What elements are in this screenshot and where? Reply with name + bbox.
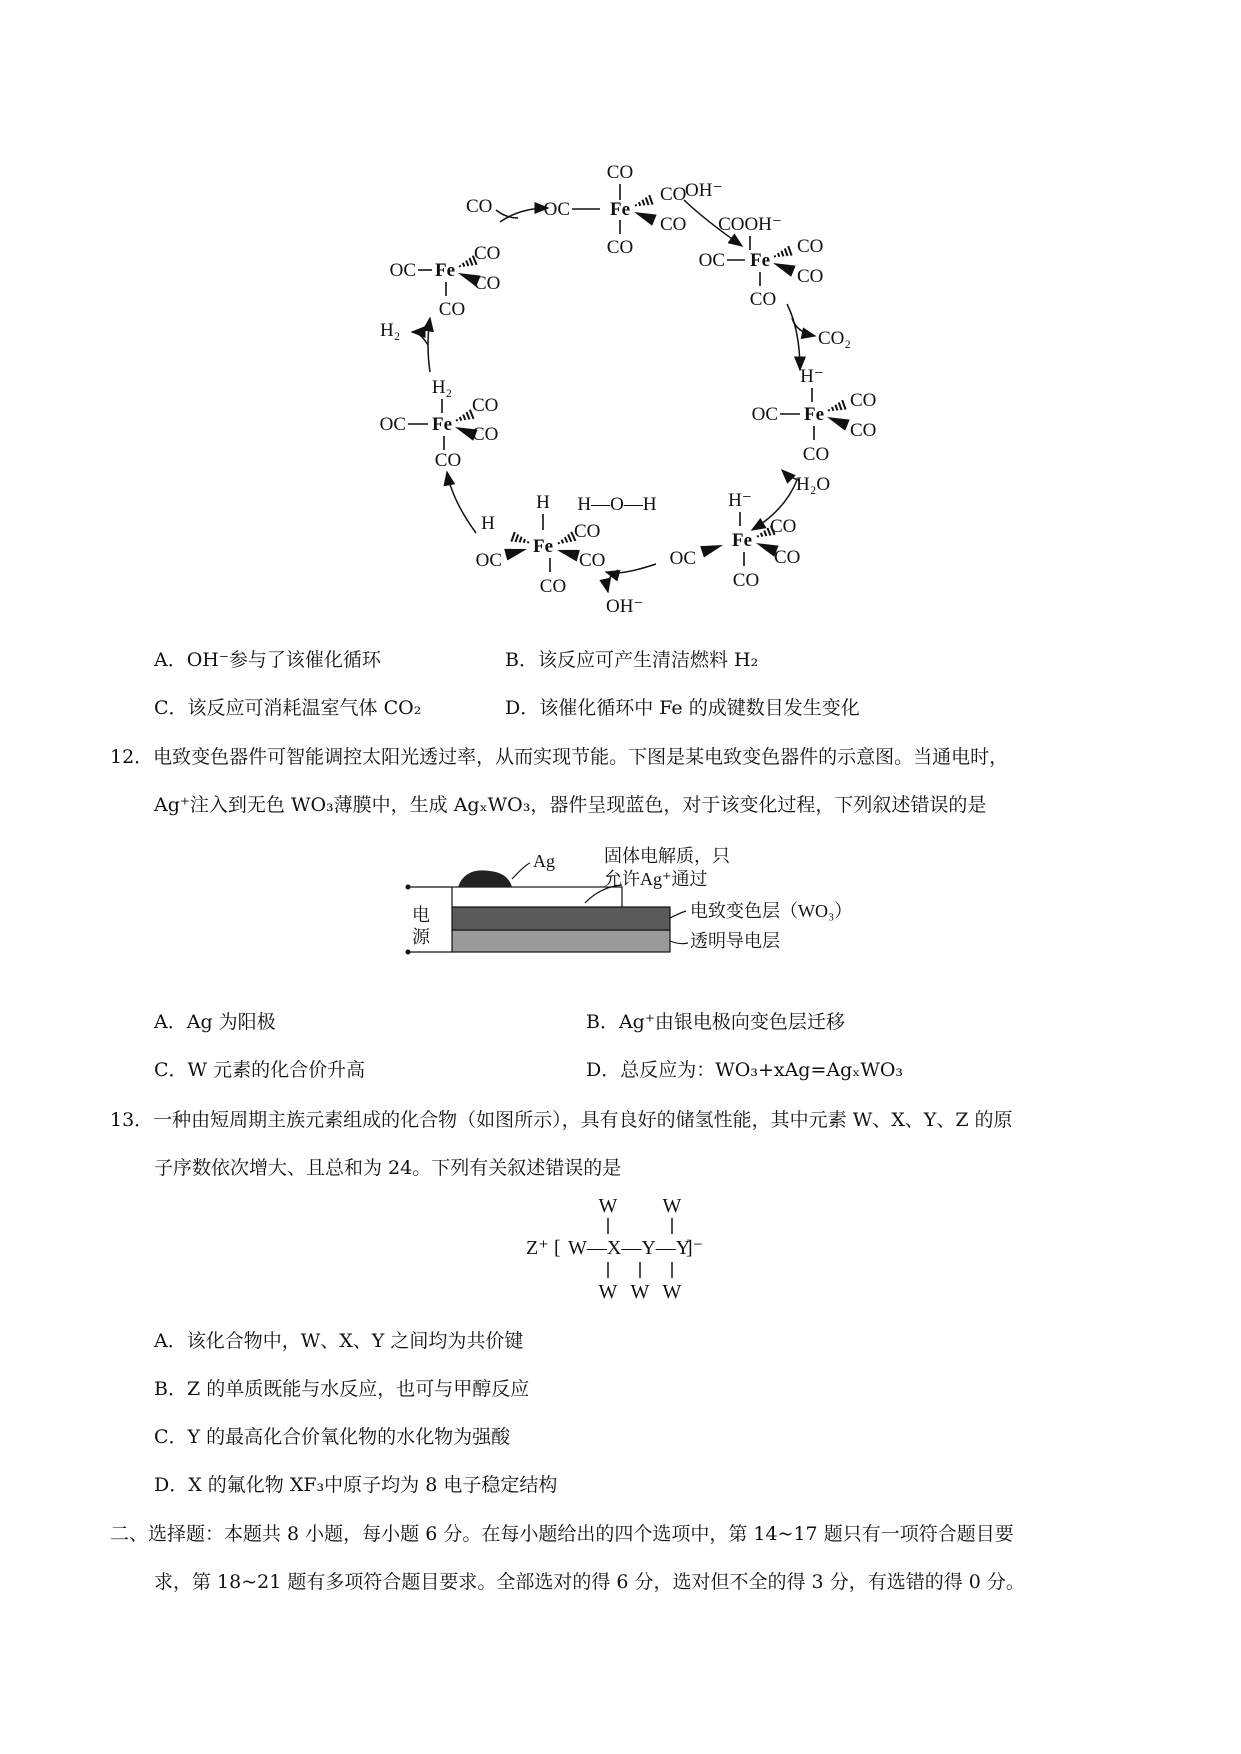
atom-w: W (598, 1195, 618, 1217)
q12-stem-line2: Ag⁺注入到无色 WO₃薄膜中，生成 AgₓWO₃，器件呈现蓝色，对于该变化过程，下列叙述错误的是 (154, 794, 987, 816)
ligand: H (481, 513, 495, 534)
ligand: CO (797, 266, 824, 287)
q13-option-d: D．X 的氟化物 XF₃中原子均为 8 电子稳定结构 (154, 1474, 558, 1496)
ligand: CO (606, 237, 634, 258)
ligand: OC (389, 260, 416, 281)
label-conductive-layer: 透明导电层 (690, 931, 780, 951)
ligand: CO (774, 547, 801, 568)
ligand: H⁻ (800, 366, 824, 387)
electrolyte-layer (452, 887, 622, 907)
wo3-layer (452, 907, 670, 930)
reagent-oh-out: OH⁻ (606, 596, 644, 617)
q13-stem-line1: 13．一种由短周期主族元素组成的化合物（如图所示），具有良好的储氢性能，其中元素 W、X、Y、Z 的原 (110, 1109, 1013, 1131)
metal-fe: Fe (532, 536, 554, 557)
q11-option-d: D．该催化循环中 Fe 的成键数目发生变化 (505, 697, 860, 719)
label-electrolyte-2: 允许Ag⁺通过 (604, 869, 708, 889)
ligand: OC (543, 199, 570, 220)
q13-option-a: A．该化合物中，W、X、Y 之间均为共价键 (154, 1330, 524, 1352)
ligand: OC (751, 404, 778, 425)
atom-w: W (662, 1195, 682, 1217)
q11-option-c: C．该反应可消耗温室气体 CO₂ (154, 697, 422, 719)
ligand: CO (434, 450, 462, 471)
atom-w: W (630, 1281, 650, 1303)
ligand: H₂ (431, 377, 453, 398)
metal-fe: Fe (609, 199, 631, 220)
q12-option-d: D．总反应为：WO₃+xAg=AgₓWO₃ (586, 1059, 904, 1081)
species-fe-hydride-1 (752, 366, 877, 465)
ligand: OC (379, 414, 406, 435)
ligand: CO (472, 395, 499, 416)
anion-chain: W—X—Y—Y (568, 1237, 691, 1259)
metal-fe: Fe (431, 414, 453, 435)
structure-formula-diagram (520, 1190, 750, 1310)
ligand: CO (770, 516, 797, 537)
section2-line1: 二、选择题：本题共 8 小题，每小题 6 分。在每小题给出的四个选项中，第 14~17 题只有一项符合题目要 (110, 1523, 1014, 1545)
ligand: CO (850, 390, 877, 411)
catalytic-cycle-diagram (0, 0, 1241, 640)
ligand: CO (850, 420, 877, 441)
metal-fe: Fe (731, 530, 753, 551)
ligand: CO (797, 236, 824, 257)
species-fe-hydride-2 (670, 490, 801, 591)
ligand: CO (474, 243, 501, 264)
cation-z: Z⁺ (526, 1237, 549, 1259)
ligand: COOH⁻ (718, 214, 782, 235)
q12-option-a: A．Ag 为阳极 (154, 1011, 276, 1033)
ligand: CO (574, 521, 601, 542)
metal-fe: Fe (749, 250, 771, 271)
reagent-co2-out: CO₂ (818, 328, 852, 349)
label-power-source: 电源 (412, 905, 430, 948)
species-fe-co5-top (544, 162, 687, 258)
metal-fe: Fe (434, 260, 456, 281)
conductive-layer (452, 930, 670, 952)
q13-stem-line2: 子序数依次增大、且总和为 24。下列有关叙述错误的是 (154, 1157, 622, 1179)
species-fe-co4 (390, 243, 501, 320)
ligand: CO (660, 214, 687, 235)
ligand: OC (698, 250, 725, 271)
ligand: CO (606, 162, 634, 183)
q13-option-b: B．Z 的单质既能与水反应，也可与甲醇反应 (154, 1378, 530, 1400)
ligand: H (536, 492, 550, 513)
ligand: CO (660, 184, 687, 205)
atom-w: W (598, 1281, 618, 1303)
reagent-oh-in: OH⁻ (685, 180, 723, 201)
silver-electrode (458, 870, 512, 887)
q12-option-b: B．Ag⁺由银电极向变色层迁移 (586, 1011, 845, 1033)
ligand: CO (474, 273, 501, 294)
species-fe-dihydrogen (380, 377, 499, 471)
label-wo3-layer: 电致变色层（WO₃） (690, 901, 853, 921)
label-electrolyte-1: 固体电解质，只 (604, 846, 730, 866)
q12-stem-line1: 12．电致变色器件可智能调控太阳光透过率，从而实现节能。下图是某电致变色器件的示意图。当通电时， (110, 746, 1009, 768)
ligand: CO (802, 444, 830, 465)
reagent-h2o-in: H₂O (796, 474, 831, 495)
ligand: CO (579, 550, 606, 571)
water-molecule (577, 494, 656, 515)
ligand: CO (749, 289, 777, 310)
bracket-close: ]⁻ (686, 1237, 704, 1259)
ligand: OC (475, 550, 502, 571)
ligand: CO (732, 570, 760, 591)
ligand: CO (438, 299, 466, 320)
ligand: CO (472, 424, 499, 445)
ligand: CO (539, 576, 567, 597)
q11-option-b: B．该反应可产生清洁燃料 H₂ (505, 649, 759, 671)
water-h-o-h: H—O—H (577, 494, 657, 515)
ligand: H⁻ (728, 490, 752, 511)
bracket-open: [ (554, 1237, 561, 1259)
q12-option-c: C．W 元素的化合价升高 (154, 1059, 366, 1081)
metal-fe: Fe (803, 404, 825, 425)
q11-option-a: A．OH⁻参与了该催化循环 (154, 649, 381, 671)
reagent-h2-out: H₂ (380, 320, 401, 341)
atom-w: W (662, 1281, 682, 1303)
electrochromic-device-diagram (400, 845, 920, 975)
section2-line2: 求，第 18~21 题有多项符合题目要求。全部选对的得 6 分，选对但不全的得 3 分，有选错的得 0 分。 (154, 1571, 1025, 1593)
ligand: OC (669, 548, 696, 569)
q13-option-c: C．Y 的最高化合价氧化物的水化物为强酸 (154, 1426, 511, 1448)
reagent-co-in: CO (466, 196, 493, 217)
label-ag: Ag (533, 851, 555, 871)
